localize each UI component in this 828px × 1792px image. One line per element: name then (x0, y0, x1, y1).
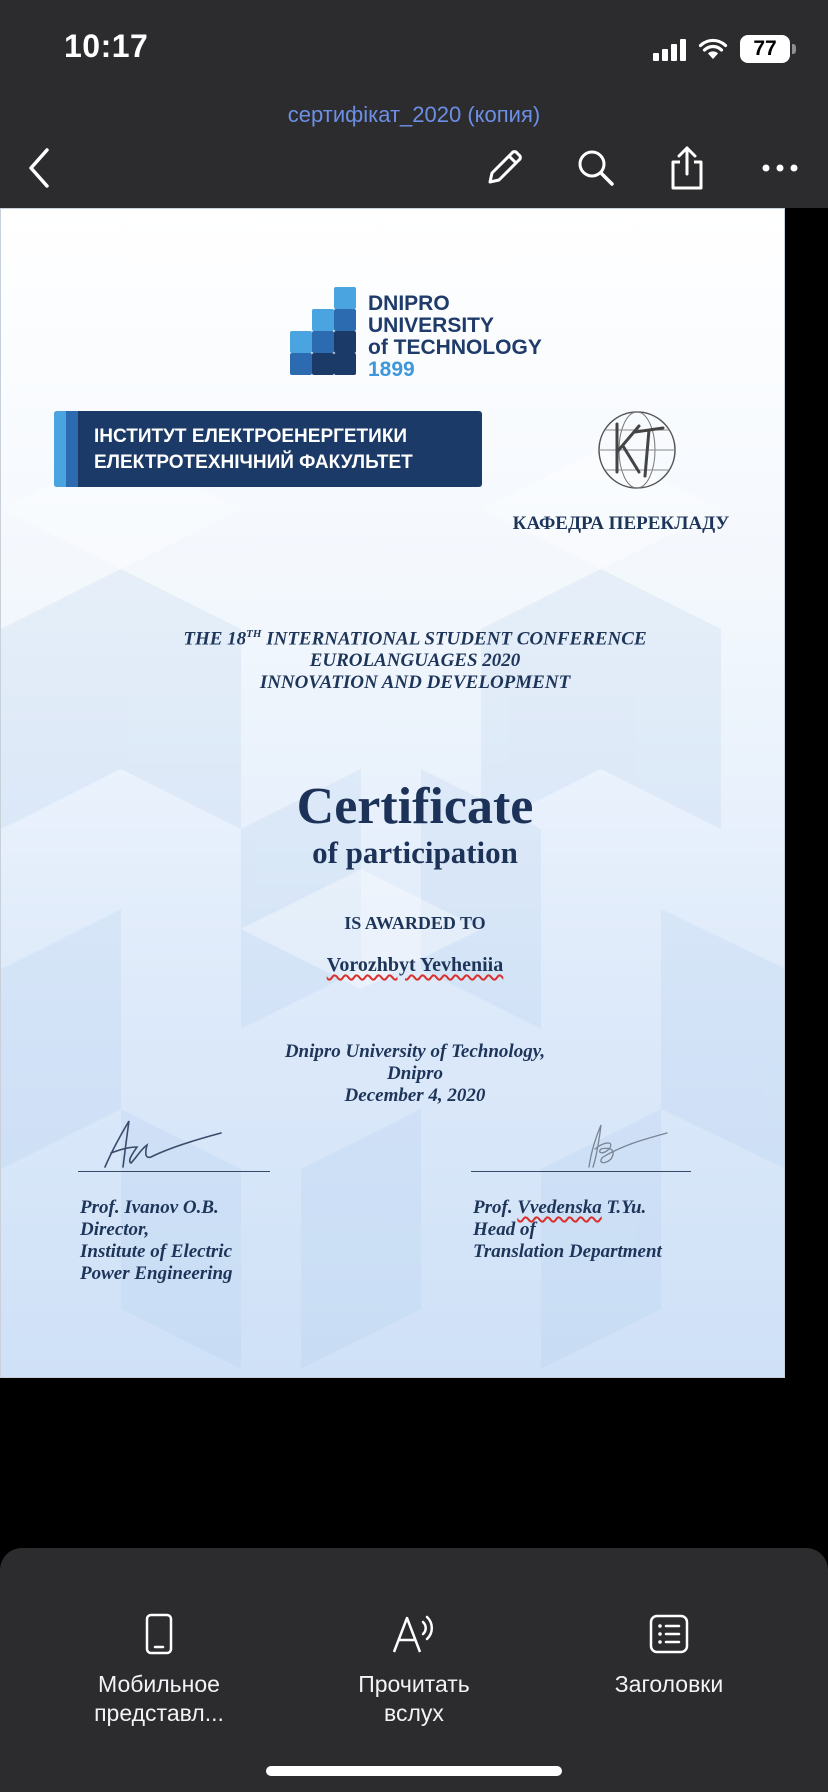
signer-left-name: Prof. Ivanov O.B. (80, 1197, 219, 1218)
read-aloud-button[interactable] (294, 1612, 534, 1728)
read-aloud-label-1: Прочитать (358, 1671, 470, 1697)
conference-line-2: EUROLANGUAGES 2020 (309, 650, 521, 672)
document-title: сертифікат_2020 (копия) (287, 102, 541, 127)
venue-date: December 4, 2020 (344, 1085, 486, 1106)
back-chevron-icon (25, 146, 55, 190)
phone-icon (145, 1613, 173, 1655)
banner-stripe (66, 411, 78, 487)
headings-label: Заголовки (614, 1671, 724, 1697)
mobile-view-label-2: представл... (94, 1700, 224, 1726)
mobile-view-label-1: Мобильное (98, 1671, 220, 1697)
certificate-title: Certificate (296, 778, 534, 835)
share-button[interactable] (659, 140, 715, 196)
venue-line-2: Dnipro (387, 1063, 443, 1084)
more-button[interactable] (752, 140, 808, 196)
share-icon (665, 144, 709, 192)
institute-banner (54, 411, 482, 487)
institute-line-1: ІНСТИТУТ ЕЛЕКТРОЕНЕРГЕТИКИ (94, 426, 408, 447)
more-icon (760, 162, 800, 174)
read-aloud-icon (392, 1614, 436, 1654)
conference-line-1: THE 18TH INTERNATIONAL STUDENT CONFERENCE (183, 628, 647, 650)
search-icon (574, 146, 618, 190)
back-button[interactable] (12, 140, 68, 196)
university-line-1: DNIPRO (368, 292, 450, 315)
institute-name (94, 424, 413, 476)
top-bar (0, 0, 828, 208)
certificate-page (0, 208, 785, 1378)
signer-left-role: Institute of Electric (80, 1241, 232, 1262)
signature-left (97, 1113, 227, 1173)
conference-heading (1, 623, 785, 694)
signature-line-left (78, 1171, 270, 1172)
university-line-2: UNIVERSITY (368, 314, 495, 337)
signer-right-role: Head of (473, 1219, 536, 1240)
edit-button[interactable] (476, 140, 532, 196)
signer-left (80, 1197, 233, 1285)
venue-line-1: Dnipro University of Technology, (284, 1041, 546, 1062)
certificate-subtitle: of participation (312, 835, 518, 870)
signer-right-name: Prof. Vvedenska T.Yu. (473, 1197, 647, 1218)
home-indicator[interactable] (266, 1766, 562, 1776)
department-emblem-icon (595, 406, 679, 494)
battery-indicator: 77 (740, 35, 790, 63)
signer-left-role: Director, (80, 1219, 150, 1240)
banner-stripe (54, 411, 66, 487)
signer-right-role: Translation Department (473, 1241, 662, 1262)
venue-block (1, 1041, 785, 1107)
awarded-to-label: IS AWARDED TO (344, 913, 486, 933)
pencil-icon (482, 146, 526, 190)
department-label: КАФЕДРА ПЕРЕКЛАДУ (512, 513, 730, 534)
institute-line-2: ЕЛЕКТРОТЕХНІЧНИЙ ФАКУЛЬТЕТ (94, 452, 413, 473)
search-button[interactable] (568, 140, 624, 196)
university-year: 1899 (368, 358, 415, 381)
university-line-3: of TECHNOLOGY (368, 336, 542, 359)
status-time: 10:17 (64, 28, 149, 64)
status-icons (653, 34, 790, 64)
conference-line-3: INNOVATION AND DEVELOPMENT (259, 672, 571, 694)
list-icon (649, 1614, 689, 1654)
university-name (368, 293, 542, 381)
mobile-view-button[interactable] (39, 1612, 279, 1728)
university-logo-icon (288, 287, 366, 385)
signature-line-right (471, 1171, 691, 1172)
read-aloud-label-2: вслух (384, 1700, 444, 1726)
cellular-signal-icon (653, 37, 686, 61)
recipient-name: Vorozhbyt Yevheniia (326, 954, 504, 976)
wifi-icon (698, 37, 728, 61)
signer-left-role: Power Engineering (80, 1263, 233, 1284)
signature-right (573, 1119, 673, 1171)
signer-right (473, 1197, 662, 1263)
headings-button[interactable] (549, 1612, 789, 1699)
bottom-action-sheet (0, 1548, 828, 1792)
